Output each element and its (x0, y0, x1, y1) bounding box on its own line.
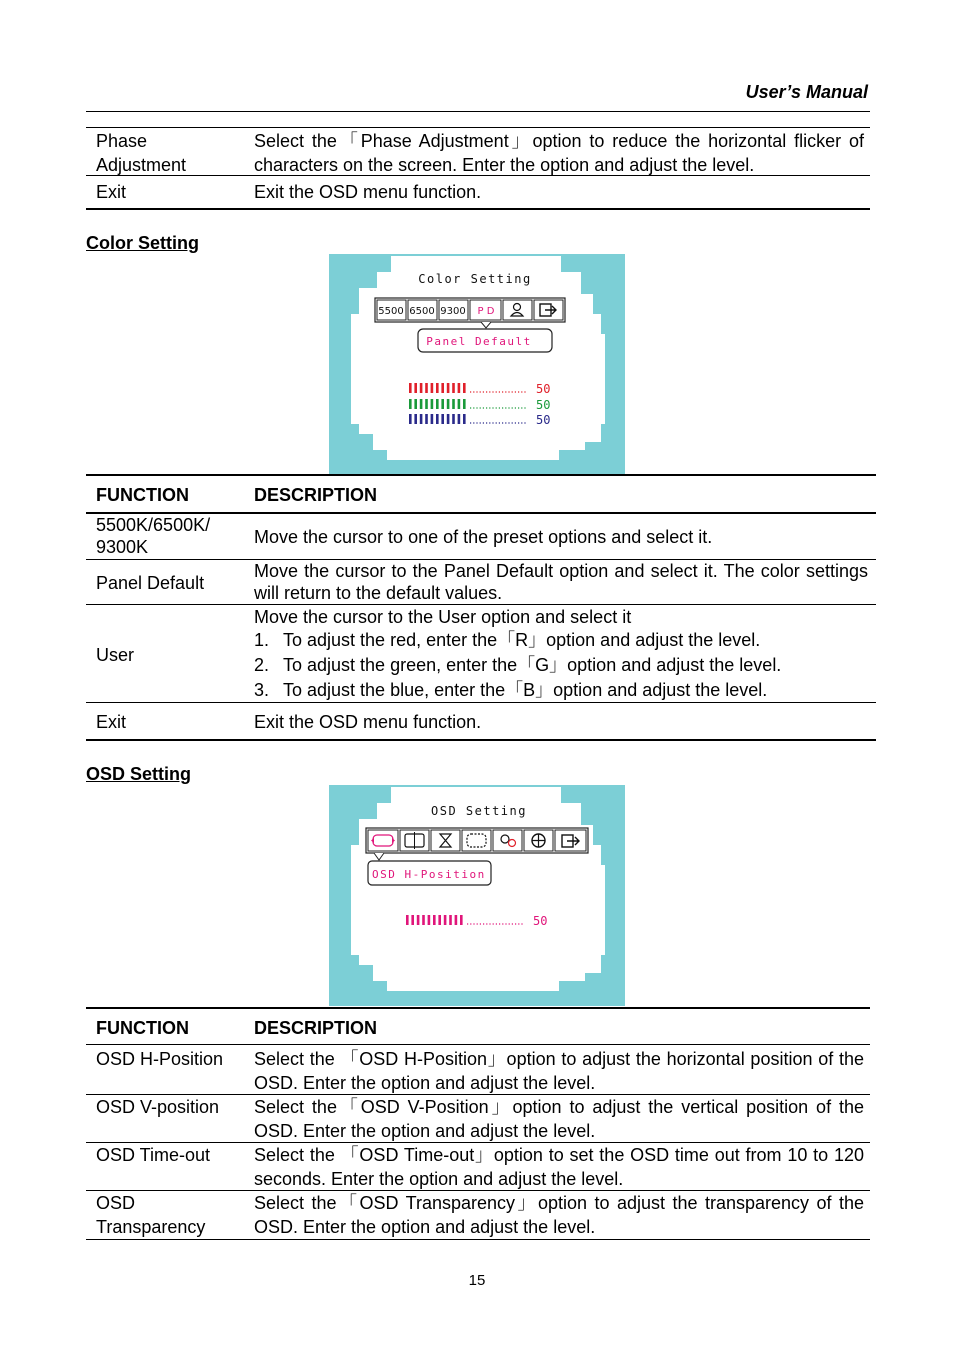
table-cell-description: Exit the OSD menu function. (254, 712, 482, 732)
red-level-value: 50 (536, 382, 551, 396)
blue-level-bar[interactable] (409, 414, 527, 424)
table-rule (86, 1007, 870, 1009)
list-item-number: 2. (254, 655, 270, 675)
pointer-arrow-icon (481, 322, 491, 328)
table-cell-function: Exit (96, 712, 127, 732)
table-cell-description: Select the「OSD V-Position」option to adjust the vertical position of the OSD. Enter the option and adjust the level. (254, 1097, 864, 1141)
table-rule (86, 127, 870, 128)
table-header-function: FUNCTION (96, 485, 189, 505)
preset-9300-option[interactable]: 9300 (440, 306, 466, 317)
panel-default-option[interactable]: P D (477, 306, 495, 317)
table-rule (86, 474, 876, 476)
page-number: 15 (468, 1272, 486, 1289)
table-rule (86, 739, 876, 741)
section-heading-color-setting: Color Setting (86, 233, 199, 253)
green-level-bar[interactable] (409, 399, 527, 409)
osd-frame-shape (329, 785, 625, 1006)
table-cell-function: 5500K/6500K/ 9300K (96, 515, 211, 557)
osd-options-bar (366, 828, 588, 860)
pointer-arrow-icon (374, 853, 384, 860)
osd-title: OSD Setting (431, 804, 527, 818)
table-header-description: DESCRIPTION (254, 485, 378, 505)
green-level-value: 50 (536, 398, 551, 412)
table-cell-function: OSD Transparency (96, 1193, 206, 1237)
table-cell-function: Exit (96, 182, 127, 202)
table-cell-description: Move the cursor to the User option and select it (254, 607, 632, 627)
table-cell-description: Move the cursor to one of the preset options and select it. (254, 527, 713, 547)
table-cell-function: User (96, 645, 135, 665)
list-item: To adjust the red, enter the「R」option and adjust the level. (283, 630, 761, 650)
table-cell-description: Move the cursor to the Panel Default option and select it. The color settings will return to the default values. (254, 561, 868, 603)
color-level-bars (409, 382, 550, 427)
preset-options-bar (375, 298, 565, 328)
osd-setting-osd-screenshot (329, 785, 625, 1006)
selected-option-label: OSD H-Position (372, 868, 486, 881)
selected-option-label: Panel Default (426, 335, 532, 348)
blue-level-value: 50 (536, 413, 551, 427)
table-cell-description: Select the 「OSD H-Position」option to adjust the horizontal position of the OSD. Enter the option and adjust the level. (254, 1049, 864, 1093)
section-heading-osd-setting: OSD Setting (86, 764, 192, 784)
document-header: User’s Manual (745, 82, 868, 102)
osd-h-position-level-bar[interactable] (406, 915, 524, 925)
table-header-description: DESCRIPTION (254, 1018, 378, 1038)
list-item: To adjust the blue, enter the「B」option and adjust the level. (283, 680, 768, 700)
table-cell-description: Select the 「OSD Time-out」option to set the OSD time out from 10 to 120 seconds. Enter the option and adjust the level. (254, 1145, 864, 1189)
table-cell-description: Select the「Phase Adjustment」option to reduce the horizontal flicker of characters on the screen. Enter the option and adjust the level. (254, 131, 864, 175)
osd-frame (329, 254, 625, 474)
preset-6500-option[interactable]: 6500 (409, 306, 435, 317)
table-rule (86, 208, 870, 210)
table-cell-function: OSD H-Position (96, 1049, 224, 1069)
red-level-bar[interactable] (409, 383, 527, 393)
globe-icon[interactable] (532, 834, 545, 847)
list-item-number: 1. (254, 630, 270, 650)
table-rule (86, 175, 870, 176)
preset-5500-option[interactable]: 5500 (378, 306, 404, 317)
table-rule (86, 702, 876, 703)
table-cell-function: OSD Time-out (96, 1145, 211, 1165)
table-cell-description: Exit the OSD menu function. (254, 182, 482, 202)
osd-frame (329, 785, 625, 1006)
table-header-function: FUNCTION (96, 1018, 189, 1038)
table-cell-description: Select the「OSD Transparency」option to adjust the transparency of the OSD. Enter the option and adjust the level. (254, 1193, 864, 1237)
table-cell-function: Phase Adjustment (96, 131, 187, 175)
osd-frame-shape (329, 254, 625, 474)
table-cell-function: Panel Default (96, 573, 205, 593)
list-item-number: 3. (254, 680, 270, 700)
list-item: To adjust the green, enter the「G」option and adjust the level. (283, 655, 782, 675)
osd-h-position-value: 50 (533, 914, 548, 928)
table-cell-function: OSD V-position (96, 1097, 220, 1117)
table-rule (86, 1044, 870, 1045)
header-rule (86, 111, 870, 112)
color-setting-osd-screenshot (329, 254, 625, 474)
osd-title: Color Setting (418, 272, 532, 286)
table-rule (86, 1239, 870, 1240)
